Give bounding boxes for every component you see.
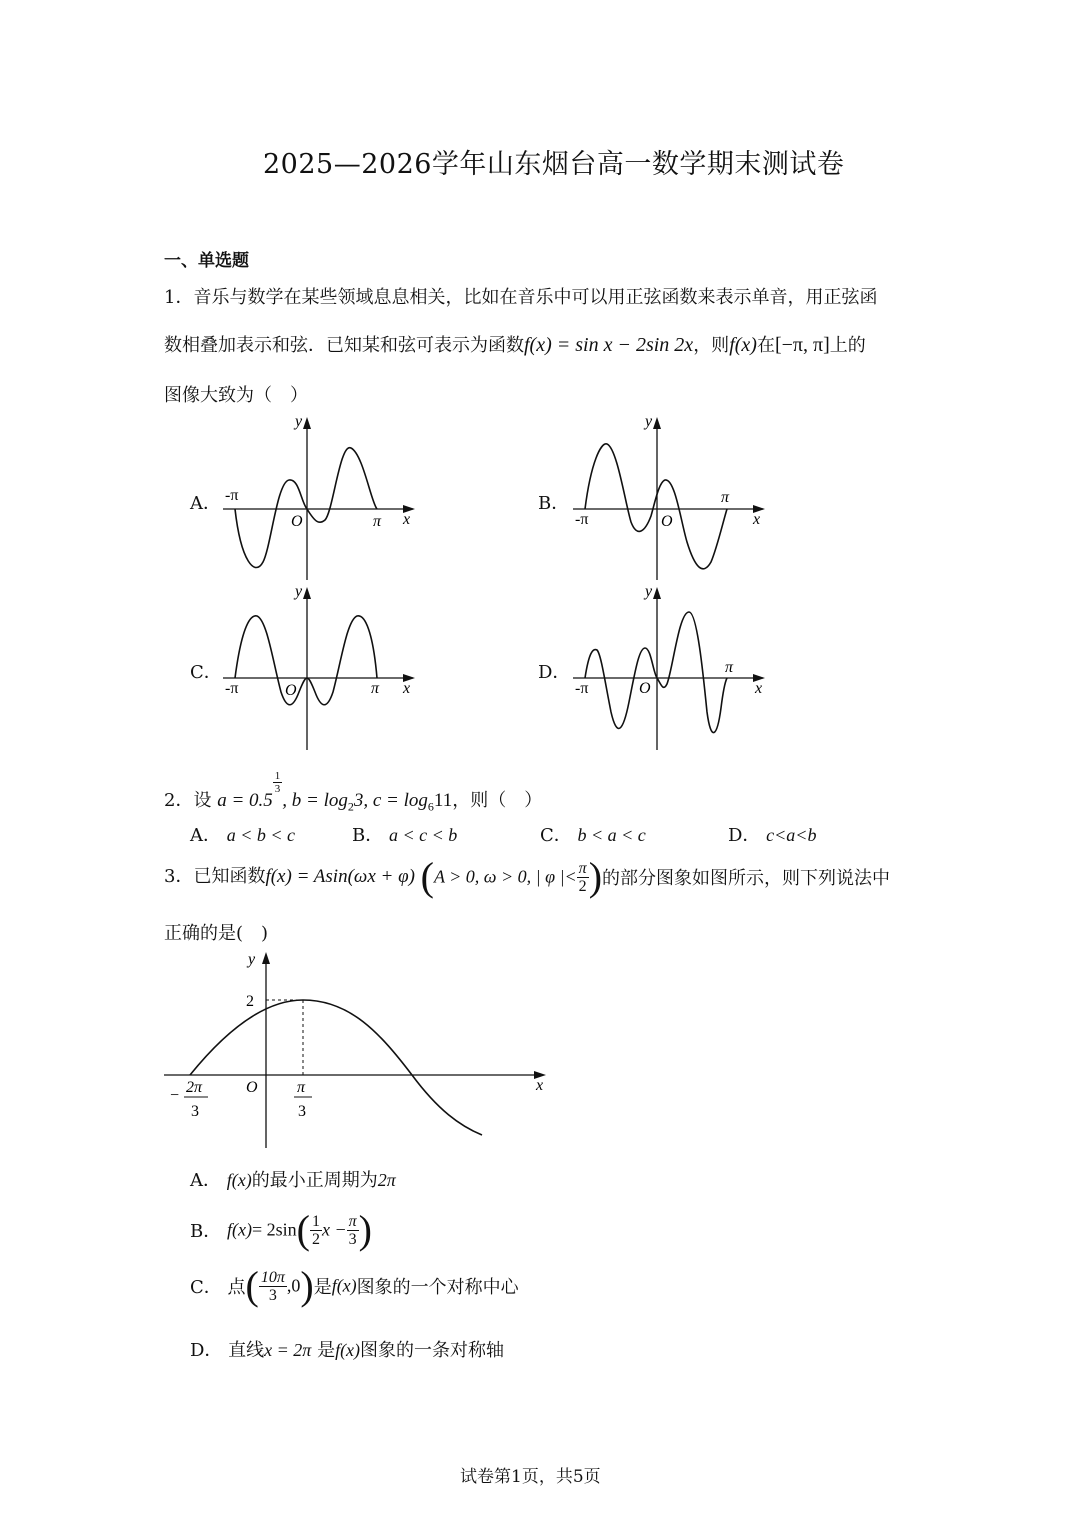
q1-graph-a (215, 412, 425, 582)
q1-interval: [−π, π] (774, 334, 830, 356)
label-neg-pi: -π (575, 680, 589, 697)
q1-text-line2-prefix: 数相叠加表示和弦．已知某和弦可表示为函数 (164, 335, 524, 356)
section-heading: 一、单选题 (164, 251, 249, 271)
q1-option-d-label: D． (538, 662, 571, 683)
q1-text-in: 在 (756, 335, 775, 356)
label-x: x (753, 511, 761, 528)
q3-option-a: A． f(x)的最小正周期为2π (190, 1170, 396, 1191)
q2-b-base: 2 (347, 799, 354, 814)
q2-option-d: D． c<a<b (728, 825, 817, 846)
label-pi: π (725, 659, 734, 676)
q2-b-arg: 3, c = log (353, 790, 428, 811)
q1-option-c-label: C． (190, 662, 222, 683)
q3-option-c: C． 点( $\frac{10\pi}{3}$ ,0)是f(x)图象的一个对称中心 (190, 1263, 519, 1308)
q1-option-b-label: B． (538, 493, 570, 514)
q1-line1 (164, 283, 877, 309)
q3-option-d: D． 直线x = 2π 是f(x)图象的一条对称轴 (190, 1340, 505, 1361)
q1-text-line1: 音乐与数学在某些领域息息相关，比如在音乐中可以用正弦函数来表示单音，用正弦函 (193, 287, 878, 308)
curve (235, 448, 377, 568)
label-x: x (403, 511, 411, 528)
label-y: y (645, 413, 653, 430)
label-neg-pi: -π (225, 680, 239, 697)
q2-exponent: $\frac{1}{3}$ (274, 770, 281, 795)
q2-option-b: B． a < c < b (352, 825, 458, 846)
q1-line3: 图像大致为（ ） (164, 385, 308, 406)
y-axis-arrow-icon (653, 587, 661, 599)
label-y: y (295, 583, 303, 600)
curve (585, 444, 727, 569)
q1-number: 1． (164, 287, 194, 308)
q2-option-a: A． a < b < c (190, 825, 296, 846)
label-origin: O (661, 513, 673, 530)
q3-option-b: B． f(x)= 2sin( $\frac{1}{2}$ x − $\frac{\pi}{3}$ ) (190, 1207, 372, 1252)
label-neg-pi: -π (225, 487, 239, 504)
q3-number: 3． (164, 866, 194, 887)
q2-b-expr: , b = log (282, 790, 348, 811)
label-y: y (295, 413, 303, 430)
q2-c-arg: 11 (433, 790, 453, 811)
q2-line (164, 770, 542, 815)
q1-text-line2-mid: ，则 (693, 335, 730, 356)
q2-option-c: C． b < a < c (540, 825, 646, 846)
y-axis-arrow-icon (262, 952, 270, 964)
y-axis-arrow-icon (303, 417, 311, 429)
label-x: x (403, 680, 411, 697)
q3-prefix: 已知函数 (193, 866, 266, 887)
q3-line1: 3．已知函数f(x) = Asin(ωx + φ) (A > 0, ω > 0, | φ |< $\frac{\pi}{2}$ )的部分图象如图所示，则下列说法中 (164, 854, 891, 899)
label-left-num: 2π (186, 1079, 203, 1096)
q3-condition: A > 0, ω > 0, | φ |< (433, 866, 577, 887)
label-max: 2 (246, 993, 254, 1010)
label-left-sign: − (170, 1087, 180, 1104)
q2-suffix: ，则（ ） (452, 790, 543, 811)
label-neg-pi: -π (575, 511, 589, 528)
q1-fx: f(x) (729, 334, 757, 356)
label-peak-num: π (297, 1079, 306, 1096)
label-left-den: 3 (191, 1103, 199, 1120)
curve (235, 616, 377, 705)
q2-number: 2． (164, 790, 194, 811)
q3-suffix: 的部分图象如图所示，则下列说法中 (602, 868, 891, 889)
q1-text-line2-suffix: 上的 (829, 335, 866, 356)
q1-option-a-label: A． (190, 493, 221, 514)
q1-graph-b (565, 412, 775, 582)
label-x: x (536, 1077, 544, 1094)
q2-c-base: 6 (427, 799, 434, 814)
q2-a-expr: a = 0.5 (217, 790, 273, 811)
label-y: y (248, 951, 256, 968)
label-origin: O (246, 1079, 258, 1096)
y-axis-arrow-icon (303, 587, 311, 599)
label-pi: π (371, 680, 380, 697)
label-pi: π (373, 513, 382, 530)
q1-graph-d (565, 582, 775, 752)
label-origin: O (639, 680, 651, 697)
y-axis-arrow-icon (653, 417, 661, 429)
q1-line2 (164, 331, 866, 357)
q3-cond-fraction: $\frac{\pi}{2}$ (578, 859, 587, 895)
page-title: 2025—2026学年山东烟台高一数学期末测试卷 (263, 149, 845, 180)
label-origin: O (291, 513, 303, 530)
q3-line2: 正确的是( ) (164, 923, 269, 944)
q1-function: f(x) = sin x − 2sin 2x (524, 334, 694, 356)
curve (190, 1000, 482, 1135)
page-footer: 试卷第1页，共5页 (460, 1467, 601, 1487)
curve (585, 612, 727, 733)
label-y: y (645, 583, 653, 600)
label-origin: O (285, 682, 297, 699)
q3-graph (160, 948, 560, 1153)
q1-graph-c (215, 582, 425, 752)
label-pi: π (721, 489, 730, 506)
q3-function: f(x) = Asin(ωx + φ) (265, 866, 415, 887)
label-x: x (755, 680, 763, 697)
label-peak-den: 3 (298, 1103, 306, 1120)
q2-prefix: 设 (193, 790, 212, 811)
